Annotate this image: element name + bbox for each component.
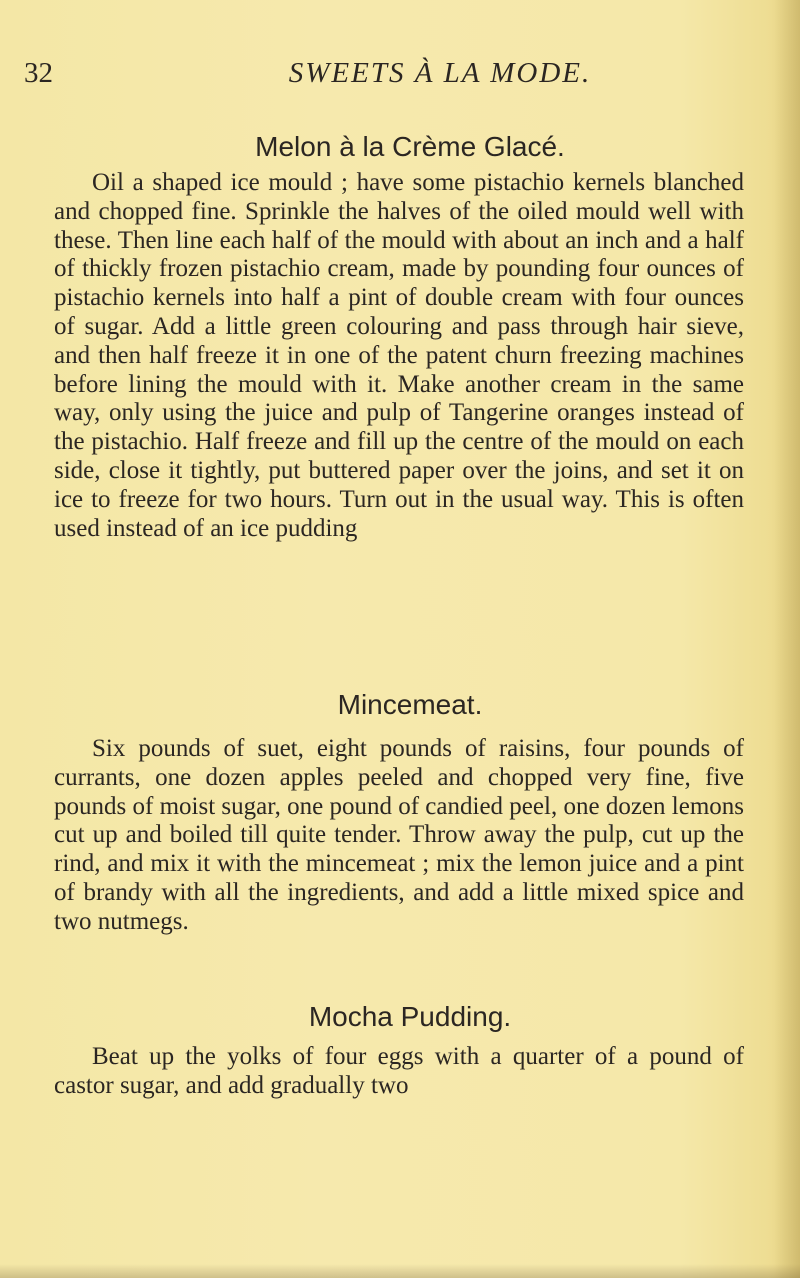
section-title-mincemeat: Mincemeat. xyxy=(337,689,483,720)
section-body-mincemeat: Six pounds of suet, eight pounds of raisins, four pounds of currants, one dozen apples peeled and chopped very fine, five pounds of moist sugar, one pound of candied peel, one dozen lemons cut up and boiled till quite tender. Throw away the pulp, cut up the rind, and mix it with the mincemeat ; mix the lemon juice and a pint of brandy with all the ingredients, and add a little mixed spice and two nutmegs. xyxy=(54,735,744,935)
page-number: 32 xyxy=(24,57,53,89)
section-body-mocha: Beat up the yolks of four eggs with a quarter of a pound of castor sugar, and add gradually two xyxy=(54,1043,744,1099)
section-body-melon: Oil a shaped ice mould ; have some pistachio kernels blanched and chopped fine. Sprinkle the halves of the oiled mould well with these. Then line each half of the mould with about an inch and a half of thickly frozen pistachio cream, made by pounding four ounces of pistachio kernels into half a pint of double cream with four ounces of sugar. Add a little green colouring and pass through hair sieve, and then half freeze it in one of the patent churn freezing machines before lining the mould with it. Make another cream in the same way, only using the juice and pulp of Tangerine oranges instead of the pistachio. Half freeze and fill up the centre of the mould on each side, close it tightly, put buttered paper over the joins, and set it on ice to freeze for two hours. Turn out in the usual way. This is often used instead of an ice pudding xyxy=(54,169,744,542)
page-edge-shadow xyxy=(774,0,800,1278)
running-title: SWEETS À LA MODE. xyxy=(288,57,592,89)
section-title-melon: Melon à la Crème Glacé. xyxy=(255,131,565,162)
page-bottom-shadow xyxy=(0,1264,800,1278)
section-title-mocha: Mocha Pudding. xyxy=(308,1001,512,1032)
